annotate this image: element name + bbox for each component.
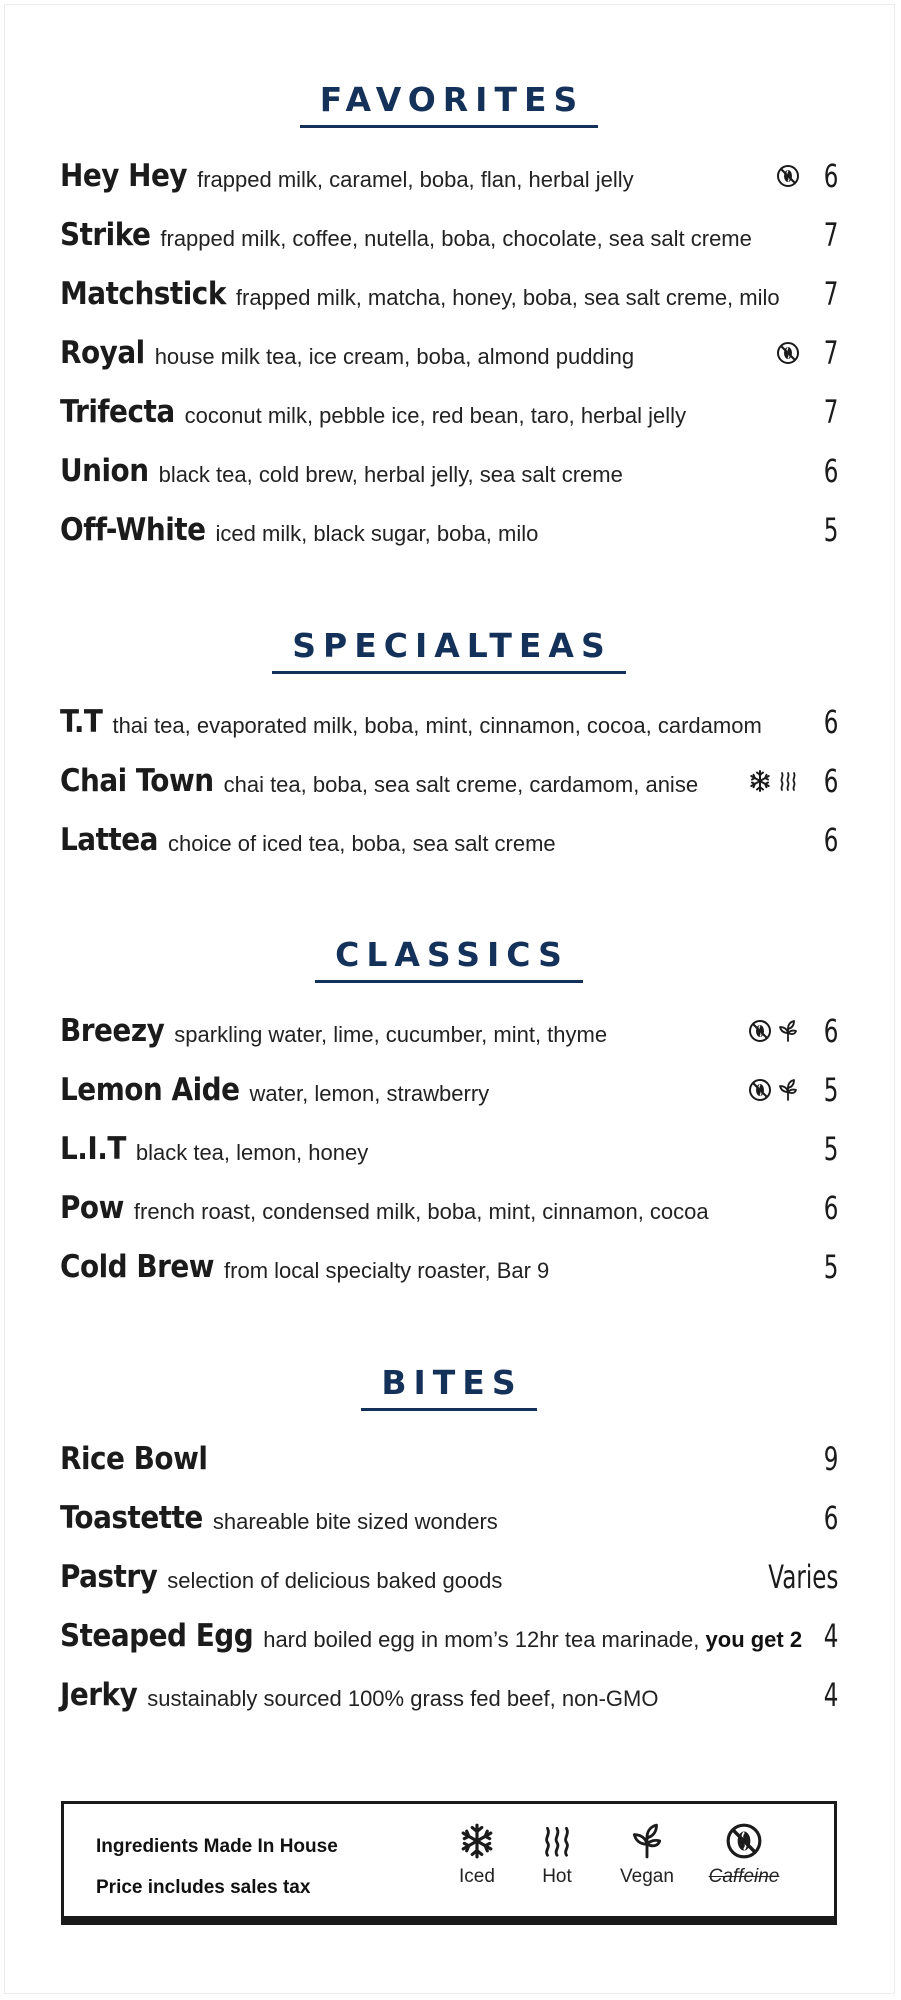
- item-description: [174, 1022, 607, 1048]
- legend-notes: [96, 1826, 338, 1908]
- item-icons: [748, 1019, 800, 1043]
- item-name: Chai Town: [60, 762, 214, 799]
- section-favorites: [60, 80, 838, 559]
- item-meta: [818, 1237, 838, 1296]
- item-meta: [818, 692, 838, 751]
- section-specialteas: [60, 626, 838, 869]
- item-name: Pastry: [60, 1558, 158, 1595]
- item-meta: [818, 500, 838, 559]
- item-list: [60, 1429, 838, 1724]
- legend-item-vegan: Vegan: [602, 1822, 692, 1888]
- item-price: 6: [823, 1188, 838, 1227]
- item-description-text: house milk tea, ice cream, boba, almond pudding: [154, 343, 635, 369]
- menu-item: [60, 751, 838, 810]
- item-meta: [776, 146, 838, 205]
- section-title: SPECIALTEAS: [60, 626, 838, 674]
- no-caffeine-icon: [748, 1019, 772, 1043]
- menu-item: [60, 264, 838, 323]
- item-description-emphasis: you get 2: [705, 1626, 803, 1652]
- item-price: 4: [823, 1675, 838, 1714]
- menu-item: [60, 1001, 838, 1060]
- item-description: [236, 285, 780, 311]
- item-meta: [818, 205, 838, 264]
- item-price: 7: [823, 215, 838, 254]
- item-icons: [748, 1078, 800, 1102]
- menu-item: [60, 1547, 838, 1606]
- item-description: [167, 1568, 502, 1594]
- item-name: Cold Brew: [60, 1248, 215, 1285]
- item-meta: [748, 1060, 838, 1119]
- no-caffeine-icon: [748, 1078, 772, 1102]
- legend-item-iced: Iced: [432, 1822, 522, 1888]
- item-description: [160, 226, 752, 252]
- item-price: 6: [823, 761, 838, 800]
- item-price: Varies: [767, 1557, 838, 1596]
- item-description-text: frapped milk, coffee, nutella, boba, chocolate, sea salt creme: [160, 225, 752, 251]
- item-description: [185, 403, 686, 429]
- item-description: [134, 1199, 709, 1225]
- menu-item: [60, 1237, 838, 1296]
- legend-item-hot: Hot: [512, 1822, 602, 1888]
- item-price: 5: [823, 1070, 838, 1109]
- item-name: Rice Bowl: [60, 1440, 208, 1477]
- item-name: Matchstick: [60, 275, 226, 312]
- section-title: CLASSICS: [60, 935, 838, 983]
- item-price: 6: [823, 1498, 838, 1537]
- menu-item: [60, 1606, 838, 1665]
- item-meta: [818, 1119, 838, 1178]
- item-meta: [776, 323, 838, 382]
- item-description: [263, 1627, 802, 1653]
- item-icons: [776, 164, 800, 188]
- menu-item: [60, 1178, 838, 1237]
- item-name: Off-White: [60, 511, 206, 548]
- item-price: 5: [823, 1129, 838, 1168]
- item-name: Union: [60, 452, 149, 489]
- item-name: Toastette: [60, 1499, 203, 1536]
- item-name: L.I.T: [60, 1130, 126, 1167]
- menu-item: [60, 441, 838, 500]
- menu-item: [60, 810, 838, 869]
- item-description: [224, 1258, 549, 1284]
- item-description-text: coconut milk, pebble ice, red bean, taro, herbal jelly: [184, 402, 687, 428]
- item-meta: [748, 1001, 838, 1060]
- item-description-text: selection of delicious baked goods: [167, 1567, 503, 1593]
- section-classics: [60, 935, 838, 1296]
- item-name: Lattea: [60, 821, 158, 858]
- item-description-text: black tea, lemon, honey: [135, 1139, 369, 1165]
- item-description-text: black tea, cold brew, herbal jelly, sea salt creme: [158, 461, 623, 487]
- item-meta: [818, 1488, 838, 1547]
- item-price: 5: [823, 510, 838, 549]
- item-description-text: iced milk, black sugar, boba, milo: [215, 520, 539, 546]
- item-description-text: from local specialty roaster, Bar 9: [224, 1257, 550, 1283]
- legend-note-tax: Price includes sales tax: [96, 1877, 311, 1898]
- steam-icon: [776, 769, 800, 793]
- section-title: FAVORITES: [60, 80, 838, 128]
- item-list: [60, 146, 838, 559]
- snowflake-icon: [432, 1822, 522, 1860]
- menu-item: [60, 323, 838, 382]
- item-description: [159, 462, 623, 488]
- item-icons: [748, 769, 800, 793]
- item-description-text: thai tea, evaporated milk, boba, mint, cinnamon, cocoa, cardamom: [112, 712, 762, 738]
- item-description: [216, 521, 539, 547]
- item-price: 6: [823, 1011, 838, 1050]
- menu-item: [60, 1429, 838, 1488]
- item-description-text: hard boiled egg in mom’s 12hr tea marinade,: [263, 1626, 700, 1652]
- item-description: [213, 1509, 498, 1535]
- item-meta: [818, 441, 838, 500]
- item-description-text: sustainably sourced 100% grass fed beef, non-GMO: [147, 1685, 659, 1711]
- item-meta: [741, 1547, 838, 1606]
- item-description: [197, 167, 634, 193]
- item-meta: [818, 1429, 838, 1488]
- item-description-text: sparkling water, lime, cucumber, mint, thyme: [174, 1021, 608, 1047]
- item-description-text: frapped milk, caramel, boba, flan, herbal jelly: [197, 166, 634, 192]
- no-caffeine-icon: [776, 341, 800, 365]
- menu-item: [60, 1119, 838, 1178]
- item-name: Trifecta: [60, 393, 175, 430]
- item-list: [60, 1001, 838, 1296]
- item-icons: [776, 341, 800, 365]
- item-description: [112, 713, 761, 739]
- item-name: Strike: [60, 216, 151, 253]
- item-meta: [748, 751, 838, 810]
- item-description: [250, 1081, 490, 1107]
- item-description: [147, 1686, 658, 1712]
- section-title: BITES: [60, 1363, 838, 1411]
- menu-item: [60, 500, 838, 559]
- item-name: Breezy: [60, 1012, 165, 1049]
- item-name: Lemon Aide: [60, 1071, 240, 1108]
- menu-item: [60, 692, 838, 751]
- item-price: 6: [823, 702, 838, 741]
- legend-item-caffeine: Caffeine: [699, 1822, 789, 1888]
- item-price: 7: [823, 274, 838, 313]
- item-meta: [818, 382, 838, 441]
- sprout-icon: [776, 1019, 800, 1043]
- item-description: [136, 1140, 368, 1166]
- item-description-text: choice of iced tea, boba, sea salt creme: [168, 830, 556, 856]
- item-name: Steaped Egg: [60, 1617, 254, 1654]
- item-meta: [818, 264, 838, 323]
- item-price: 5: [823, 1247, 838, 1286]
- item-list: [60, 692, 838, 869]
- menu-item: [60, 1488, 838, 1547]
- item-description: [168, 831, 556, 857]
- item-name: Hey Hey: [60, 157, 188, 194]
- item-name: Jerky: [60, 1676, 138, 1713]
- sprout-icon: [602, 1822, 692, 1860]
- item-description-text: french roast, condensed milk, boba, mint, cinnamon, cocoa: [133, 1198, 709, 1224]
- snowflake-icon: [748, 769, 772, 793]
- item-price: 7: [823, 333, 838, 372]
- item-description-text: shareable bite sized wonders: [212, 1508, 498, 1534]
- item-meta: [818, 1606, 838, 1665]
- menu-item: [60, 1060, 838, 1119]
- section-bites: [60, 1363, 838, 1724]
- menu-item: [60, 205, 838, 264]
- item-price: 6: [823, 156, 838, 195]
- item-price: 6: [823, 451, 838, 490]
- legend-note-house: Ingredients Made In House: [96, 1836, 338, 1857]
- item-price: 9: [823, 1439, 838, 1478]
- steam-icon: [512, 1822, 602, 1860]
- item-name: Pow: [60, 1189, 124, 1226]
- sprout-icon: [776, 1078, 800, 1102]
- item-description-text: frapped milk, matcha, honey, boba, sea salt creme, milo: [235, 284, 780, 310]
- item-price: 7: [823, 392, 838, 431]
- menu-item: [60, 382, 838, 441]
- item-name: Royal: [60, 334, 145, 371]
- item-price: 4: [823, 1616, 838, 1655]
- no-caffeine-icon: [699, 1822, 789, 1860]
- no-caffeine-icon: [776, 164, 800, 188]
- item-meta: [818, 1665, 838, 1724]
- menu-item: [60, 1665, 838, 1724]
- item-name: T.T: [60, 703, 103, 740]
- item-description-text: chai tea, boba, sea salt creme, cardamom, anise: [223, 771, 699, 797]
- item-description: [155, 344, 634, 370]
- legend-box: [61, 1801, 837, 1919]
- item-description: [224, 772, 698, 798]
- item-description-text: water, lemon, strawberry: [249, 1080, 490, 1106]
- item-price: 6: [823, 820, 838, 859]
- item-meta: [818, 1178, 838, 1237]
- menu-item: [60, 146, 838, 205]
- item-meta: [818, 810, 838, 869]
